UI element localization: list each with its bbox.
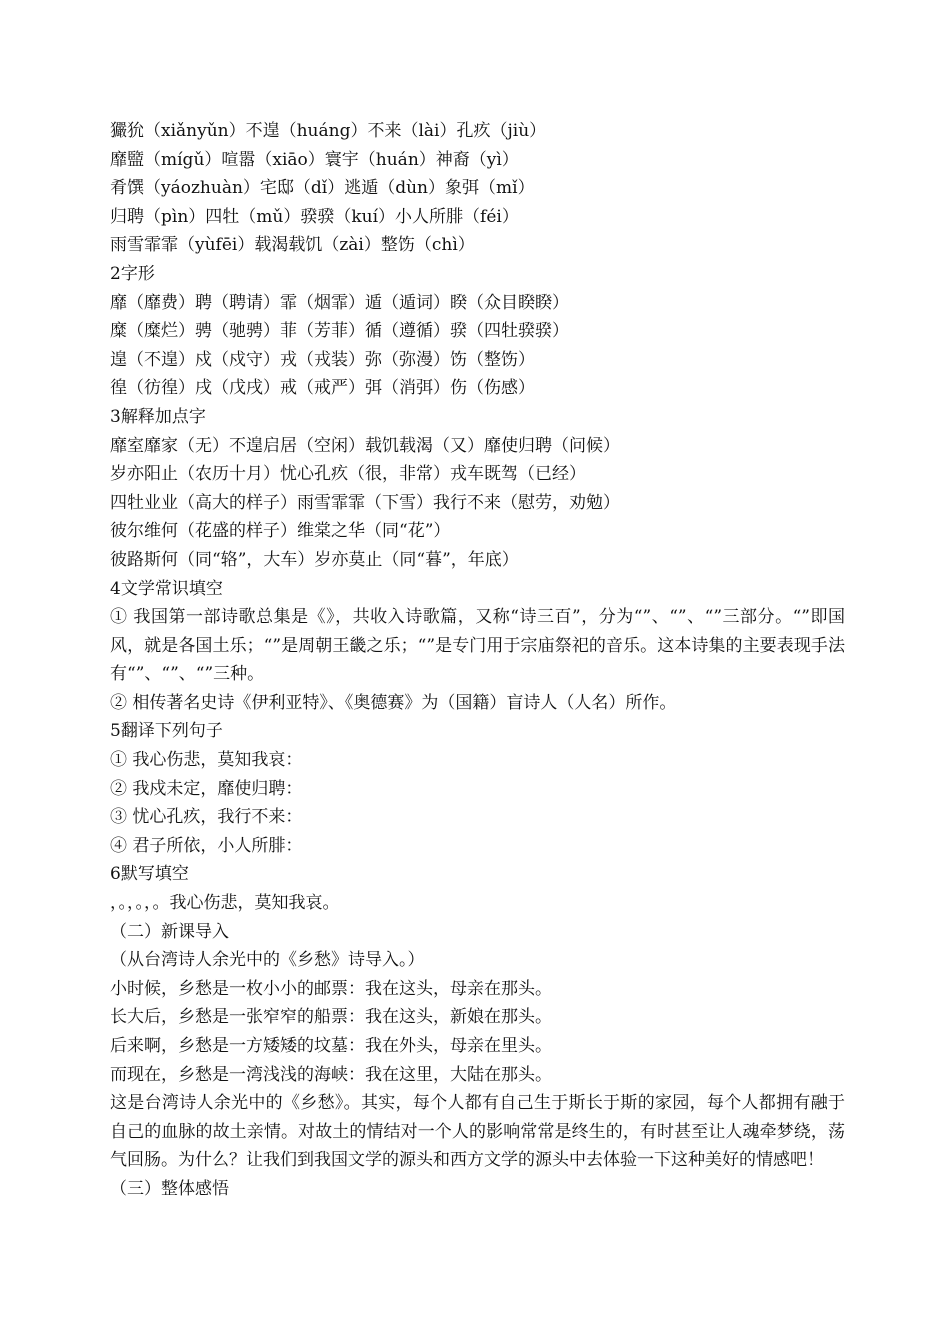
part-heading-intro: （二）新课导入	[110, 921, 229, 942]
intro-note: （从台湾诗人余光中的《乡愁》诗导入。）	[110, 950, 425, 971]
pinyin-line: 玁狁（xiǎnyǔn）不遑（huáng）不来（lài）孔疚（jiù）	[110, 121, 547, 141]
poem-line: 小时候，乡愁是一枚小小的邮票：我在这头，母亲在那头。	[110, 978, 552, 999]
explain-line: 四牡业业（高大的样子）雨雪霏霏（下雪）我行不来（慰劳，劝勉）	[110, 492, 620, 513]
pinyin-line: 归聘（pìn）四牡（mǔ）骙骙（kuí）小人所腓（féi）	[110, 206, 519, 227]
section-heading-literature: 4文学常识填空	[110, 578, 223, 599]
pinyin-line: 雨雪霏霏（yùfēi）载渴载饥（zài）整饬（chì）	[110, 235, 475, 256]
pinyin-line: 肴馔（yáozhuàn）宅邸（dǐ）逃遁（dùn）象弭（mǐ）	[110, 178, 535, 199]
explain-line: 彼尔维何（花盛的样子）维棠之华（同“花”）	[110, 521, 451, 542]
translate-item: ① 我心伤悲，莫知我哀：	[110, 750, 303, 771]
translate-item: ② 我戍未定，靡使归聘：	[110, 778, 303, 799]
translate-item: ④ 君子所依，小人所腓：	[110, 835, 303, 856]
translate-item: ③ 忧心孔疚，我行不来：	[110, 807, 303, 828]
document-page	[110, 117, 845, 1204]
poem-line: 长大后，乡愁是一张窄窄的船票：我在这头，新娘在那头。	[110, 1007, 552, 1028]
section-heading-translate: 5翻译下列句子	[110, 721, 223, 742]
glyph-line: 靡（靡费）聘（聘请）霏（烟霏）遁（遁词）睽（众目睽睽）	[110, 292, 569, 313]
explain-line: 岁亦阳止（农历十月）忧心孔疚（很，非常）戎车既驾（已经）	[110, 464, 586, 485]
poem-line: 而现在，乡愁是一湾浅浅的海峡：我在这里，大陆在那头。	[110, 1064, 552, 1085]
explain-line: 彼路斯何（同“辂”，大车）岁亦莫止（同“暮”，年底）	[110, 549, 519, 570]
explain-line: 靡室靡家（无）不遑启居（空闲）载饥载渴（又）靡使归聘（问候）	[110, 435, 620, 456]
glyph-line: 遑（不遑）戍（戍守）戎（戎装）弥（弥漫）饬（整饬）	[110, 349, 535, 370]
intro-paragraph: 这是台湾诗人余光中的《乡愁》。其实，每个人都有自己生于斯长于斯的家园，每个人都拥有融于自己的血脉的故土亲情。对故土的情结对一个人的影响常常是终生的，有时甚至让人魂牵梦绕，荡气回肠。为什么？让我们到我国文学的源头和西方文学的源头中去体验一下这种美好的情感吧！	[110, 1093, 845, 1171]
glyph-line: 糜（糜烂）骋（驰骋）菲（芳菲）循（遵循）骙（四牡骙骙）	[110, 321, 569, 342]
section-heading-glyphs: 2字形	[110, 263, 155, 284]
part-heading-overall: （三）整体感悟	[110, 1178, 229, 1199]
dictation-line: ，。，。，。我心伤悲，莫知我哀。	[110, 893, 340, 914]
literature-paragraph: ② 相传著名史诗《伊利亚特》、《奥德赛》为（国籍）盲诗人（人名）所作。	[110, 692, 677, 713]
glyph-line: 徨（彷徨）戌（戊戌）戒（戒严）弭（消弭）伤（伤感）	[110, 378, 535, 399]
literature-paragraph: ① 我国第一部诗歌总集是《》，共收入诗歌篇，又称“诗三百”，分为“”、“”、“”三部分。“”即国风，就是各国土乐；“”是周朝王畿之乐；“”是专门用于宗庙祭祀的音乐。这本诗集的主要表现手法有“”、“”、“”三种。	[110, 607, 845, 685]
section-heading-dictation: 6默写填空	[110, 864, 189, 885]
poem-line: 后来啊，乡愁是一方矮矮的坟墓：我在外头，母亲在里头。	[110, 1036, 552, 1056]
section-heading-explain: 3解释加点字	[110, 406, 206, 427]
pinyin-line: 靡盬（mígǔ）喧嚣（xiāo）寰宇（huán）神裔（yì）	[110, 149, 519, 170]
